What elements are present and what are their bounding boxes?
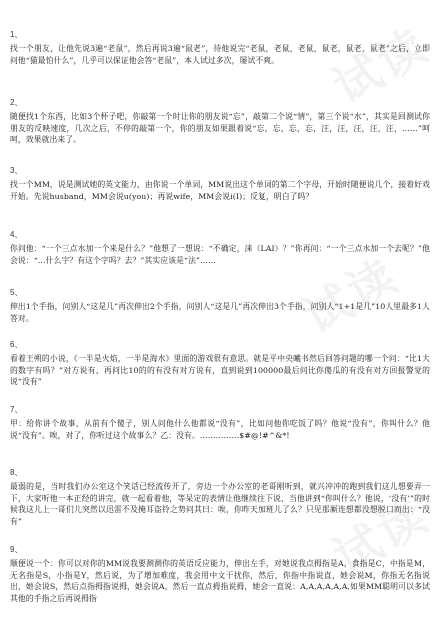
joke-item bbox=[10, 288, 430, 324]
joke-item bbox=[10, 166, 430, 202]
item-text: 甲：给你讲个故事，从前有个傻子，别人问他什么他都说“没有”，比如问他你吃饭了吗？他说“没有”，你叫什么？他说“没有”。唉，对了，你听过这个故事么？乙：没有。……………$#@!#^&*! bbox=[10, 419, 430, 440]
item-number: 3、 bbox=[10, 166, 23, 175]
watermark-mark: 试读 bbox=[324, 17, 439, 114]
item-number: 6、 bbox=[10, 340, 23, 349]
item-text: 找一个MM，说是测试她的英文能力，由你说一个单词，MM说出这个单词的第二个字母，开始时随便说几个，接着好戏开始。先说husband，MM会说u(you)；再说wife，MM会说i(I)；反复，明白了吗？ bbox=[10, 180, 430, 201]
item-text: 你问他：“一个三点水加一个来是什么？”他想了一想说：“不确定，涞（LAI）？”你再问：“一个三点水加一个去呢？”他会说：“…什么字？有这个字吗？去？”其实应该是“法”…… bbox=[10, 244, 430, 265]
watermark-mark: 试读 bbox=[294, 247, 409, 344]
watermark-mark: 试读 bbox=[324, 487, 439, 584]
item-text: 随便找1个东西，比如3个杯子吧，你敲第一个时让你的朋友说“忘”，敲第二个说“情”，第三个说“水”，其实是回测试你朋友的反映速度，几次之后，不停的敲第一个，你的朋友如果跟着说“忘，忘，忘，忘，汪，汪，汪，汪，汪，……”呵呵，效果就出来了。 bbox=[10, 112, 430, 145]
item-number: 7、 bbox=[10, 405, 23, 414]
item-text: 最弱的是，当时我们办公室这个笑话已经流传开了，旁边一个办公室的老哥刚听到，就兴冲冲的跑到我们这儿想要弄一下，大家听他一本正经的讲完，就一起看着他，等呆定的表情让他继续往下说，当他讲到“你叫什么？他说，‘没有’”的时候我这儿上一哥们儿突然以迅雷不及掩耳盗铃之势问其曰：唉，你昨天加班儿了么？只见那厮连想都没想脱口而出：“没有” bbox=[10, 482, 430, 526]
item-number: 1、 bbox=[10, 30, 23, 39]
item-text: 看着王朔的小说，《一半是火焰，一半是海水》里面的游戏很有意思。就是平中央曦书然后回答问题的哪一个问：“比1大的数字有吗？”对方说有，再问比10的的有没有对方说有，直到说到100000最后问比你傻瓜的有没有对方回报警觉的说“没有” bbox=[10, 354, 430, 387]
item-text: 找一个朋友，让他先说3遍“老鼠”，然后再说3遍“鼠老”，待他说完“老鼠，老鼠，老鼠，鼠老，鼠老，鼠老”之后，立即问他“猫最怕什么”，几乎可以保证他会答“老鼠”，本人试过多次，屡试不爽。 bbox=[10, 44, 430, 65]
joke-item bbox=[10, 98, 430, 146]
item-number: 9、 bbox=[10, 545, 23, 554]
joke-item bbox=[10, 30, 430, 66]
joke-item bbox=[10, 468, 430, 527]
joke-item bbox=[10, 405, 430, 441]
joke-item bbox=[10, 340, 430, 388]
item-number: 5、 bbox=[10, 288, 23, 297]
joke-item bbox=[10, 545, 430, 604]
item-number: 8、 bbox=[10, 468, 23, 477]
item-text: 伸出1个手指，问别人“这是几”再次伸出2个手指，问别人“这是几”再次伸出3个手指，问别人“1+1是几”10人里最多1人答对。 bbox=[10, 302, 430, 323]
joke-item bbox=[10, 230, 430, 266]
item-number: 4、 bbox=[10, 230, 23, 239]
item-text: 顺便说一个：你可以对你的MM说我要测测你的英语反应能力，伸出左手，对她说我点拇指是A，食指是C，中指是M，无名指是S，小指是Y，然后说，为了增加难度，我会用中文干扰你，然后，你指中指说直，她会说M，你指无名指说出，她会说S，然后点指拇指说拇，她会说A，然后一直点拇指说拇，她会一直说：A,A,A,A,A,A,如果MM聪明可以多试其他的手指之后再说拇指 bbox=[10, 559, 430, 603]
item-number: 2、 bbox=[10, 98, 23, 107]
